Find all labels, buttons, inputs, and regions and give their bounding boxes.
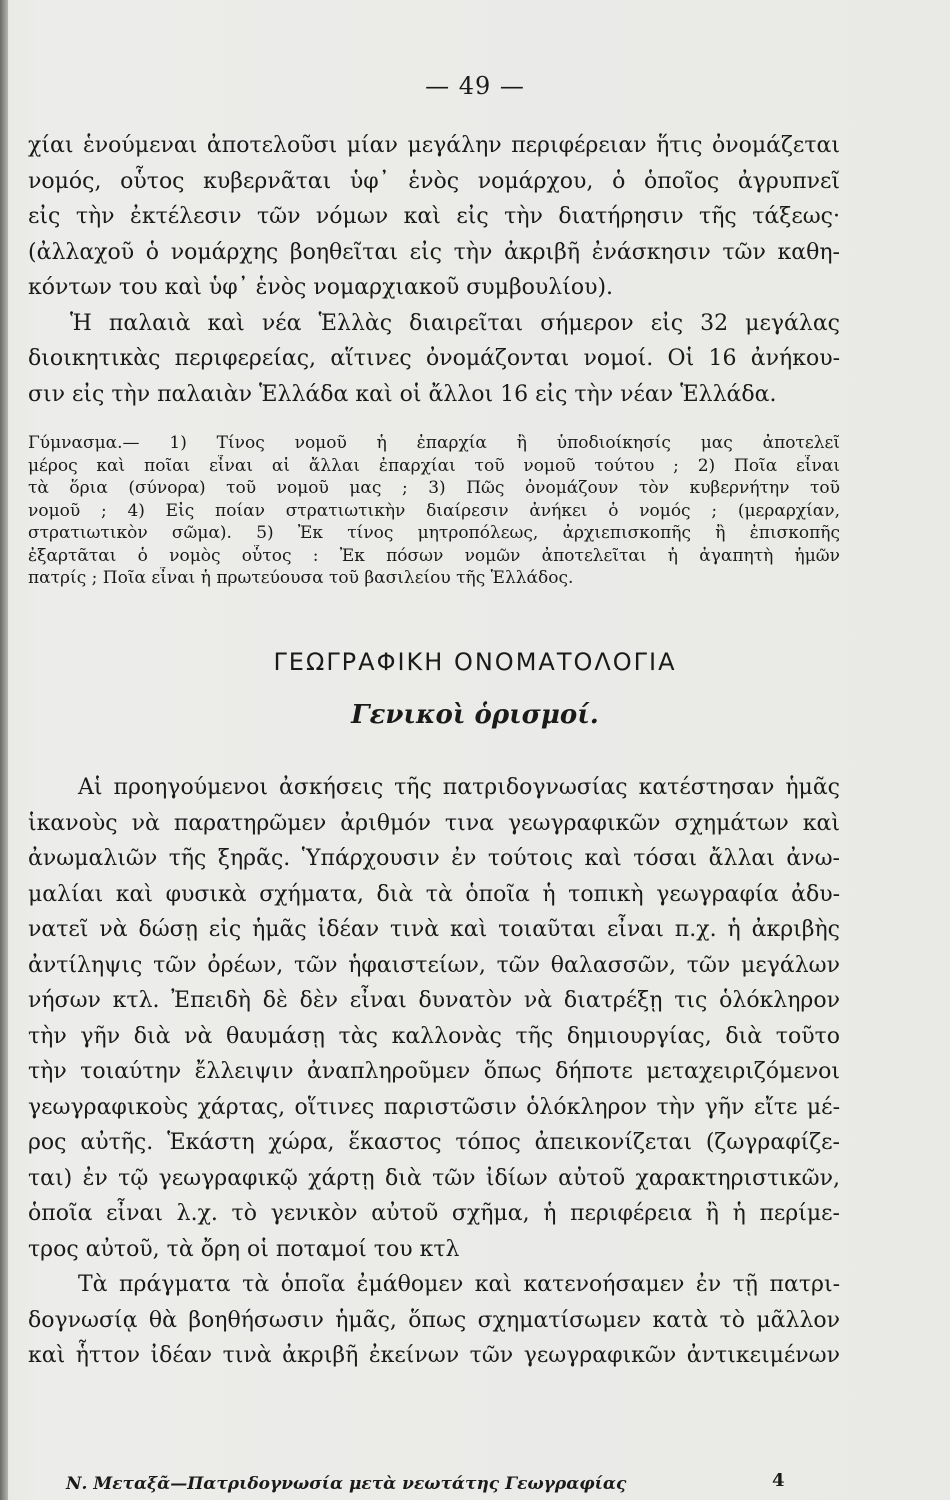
text-line: ὁποῖα εἶναι λ.χ. τὸ γενικὸν αὐτοῦ σχῆμα, ἡ περιφέρεια ἢ ἡ περίμε- xyxy=(28,1201,840,1226)
text-line: ἐξαρτᾶται ὁ νομὸς οὗτος : Ἐκ πόσων νομῶν ἀποτελεῖται ἡ ἀγαπητὴ ἡμῶν xyxy=(28,545,840,566)
text-line: ἱκανοὺς νὰ παρατηρῶμεν ἀριθμόν τινα γεωγραφικῶν σχημάτων καὶ xyxy=(28,810,840,836)
text-line: δογνωσίᾳ θὰ βοηθήσωσιν ἡμᾶς, ὅπως σχηματίσωμεν κατὰ τὸ μᾶλλον xyxy=(28,1307,840,1333)
text-line: Τὰ πράγματα τὰ ὁποῖα ἐμάθομεν καὶ κατενοήσαμεν ἐν τῇ πατρι- xyxy=(78,1272,840,1297)
text-line: τρος αὐτοῦ, τὰ ὄρη οἱ ποταμοί του κτλ xyxy=(28,1236,460,1262)
text-line: Αἱ προηγούμενοι ἀσκήσεις τῆς πατριδογνωσίας κατέστησαν ἡμᾶς xyxy=(78,775,840,800)
text-line: (ἀλλαχοῦ ὁ νομάρχης βοηθεῖται εἰς τὴν ἀκριβῆ ἐνάσκησιν τῶν καθη- xyxy=(28,239,840,265)
footer-author-title: Ν. Μεταξᾶ—Πατριδογνωσία μετὰ νεωτάτης Γεωγραφίας xyxy=(66,1474,627,1494)
general-definitions-paragraph xyxy=(28,770,840,1374)
text-line: διοικητικὰς περιφερείας, αἵτινες ὀνομάζονται νομοί. Οἱ 16 ἀνήκου- xyxy=(28,346,840,371)
text-line: τὰ ὅρια (σύνορα) τοῦ νομοῦ μας ; 3) Πῶς ὀνομάζουν τὸν κυβερνήτην τοῦ xyxy=(28,478,840,498)
text-line: ἀνωμαλιῶν τῆς ξηρᾶς. Ὑπάρχουσιν ἐν τούτοις καὶ τόσαι ἄλλαι ἀνω- xyxy=(28,846,840,871)
section-subheading: Γενικοὶ ὁρισμοί. xyxy=(351,700,599,730)
text-line: Ἡ παλαιὰ καὶ νέα Ἑλλὰς διαιρεῖται σήμερον εἰς 32 μεγάλας xyxy=(70,310,840,336)
text-line: πατρίς ; Ποῖα εἶναι ἡ πρωτεύουσα τοῦ βασιλείου τῆς Ἑλλάδος. xyxy=(28,568,574,588)
text-line: Γύμνασμα.— 1) Τίνος νομοῦ ἡ ἐπαρχία ἢ ὑποδιοίκησίς μας ἀποτελεῖ xyxy=(28,433,840,453)
page-number: — 49 — xyxy=(425,72,525,100)
text-line: στρατιωτικὸν σῶμα). 5) Ἐκ τίνος μητροπόλεως, ἀρχιεπισκοπῆς ἢ ἐπισκοπῆς xyxy=(28,523,840,543)
text-line: κόντων του καὶ ὑφ᾽ ἑνὸς νομαρχιακοῦ συμβουλίου). xyxy=(28,275,614,300)
text-line: νήσων κτλ. Ἐπειδὴ δὲ δὲν εἶναι δυνατὸν νὰ διατρέξῃ τις ὁλόκληρον xyxy=(28,988,840,1013)
text-line: νατεῖ νὰ δώσῃ εἰς ἡμᾶς ἰδέαν τινὰ καὶ τοιαῦται εἶναι π.χ. ἡ ἀκριβὴς xyxy=(28,917,840,942)
exercise-paragraph xyxy=(28,432,840,590)
text-line: τὴν γῆν διὰ νὰ θαυμάσῃ τὰς καλλονὰς τῆς δημιουργίας, διὰ τοῦτο xyxy=(28,1023,840,1049)
footer-signature-number: 4 xyxy=(772,1470,785,1491)
text-line: χίαι ἑνούμεναι ἀποτελοῦσι μίαν μεγάλην περιφέρειαν ἥτις ὀνομάζεται xyxy=(28,133,840,158)
text-line: νομοῦ ; 4) Εἰς ποίαν στρατιωτικὴν διαίρεσιν ἀνήκει ὁ νομός ; (μεραρχίαν, xyxy=(28,500,840,521)
text-line: ἀντίληψις τῶν ὀρέων, τῶν ἡφαιστείων, τῶν θαλασσῶν, τῶν μεγάλων xyxy=(28,952,840,978)
text-line: σιν εἰς τὴν παλαιὰν Ἑλλάδα καὶ οἱ ἄλλοι 16 εἰς τὴν νέαν Ἑλλάδα. xyxy=(28,381,777,407)
text-line: μέρος καὶ ποῖαι εἶναι αἱ ἄλλαι ἐπαρχίαι τοῦ νομοῦ τούτου ; 2) Ποῖα εἶναι xyxy=(28,455,840,476)
text-line: γεωγραφικοὺς χάρτας, οἵτινες παριστῶσιν ὁλόκληρον τὴν γῆν εἴτε μέ- xyxy=(28,1094,840,1120)
section-heading: ΓΕΩΓΡΑΦΙΚΗ ΟΝΟΜΑΤΟΛΟΓΙΑ xyxy=(273,648,677,676)
text-line: νομός, οὗτος κυβερνᾶται ὑφ᾽ ἑνὸς νομάρχου, ὁ ὁποῖος ἀγρυπνεῖ xyxy=(28,168,840,194)
text-line: ρος αὐτῆς. Ἑκάστη χώρα, ἕκαστος τόπος ἀπεικονίζεται (ζωγραφίζε- xyxy=(28,1130,840,1155)
text-line: μαλίαι καὶ φυσικὰ σχήματα, διὰ τὰ ὁποῖα ἡ τοπικὴ γεωγραφία ἀδυ- xyxy=(28,881,840,907)
text-line: ται) ἐν τῷ γεωγραφικῷ χάρτῃ διὰ τῶν ἰδίων αὐτοῦ χαρακτηριστικῶν, xyxy=(28,1165,840,1191)
page-binding-edge xyxy=(0,0,8,1500)
text-line: εἰς τὴν ἐκτέλεσιν τῶν νόμων καὶ εἰς τὴν διατήρησιν τῆς τάξεως· xyxy=(28,204,840,229)
text-line: καὶ ἧττον ἰδέαν τινὰ ἀκριβῆ ἐκείνων τῶν γεωγραφικῶν ἀντικειμένων xyxy=(28,1343,840,1368)
text-line: τὴν τοιαύτην ἔλλειψιν ἀναπληροῦμεν ὅπως δήποτε μεταχειριζόμενοι xyxy=(28,1059,840,1084)
section-nomos-paragraph xyxy=(28,128,840,412)
